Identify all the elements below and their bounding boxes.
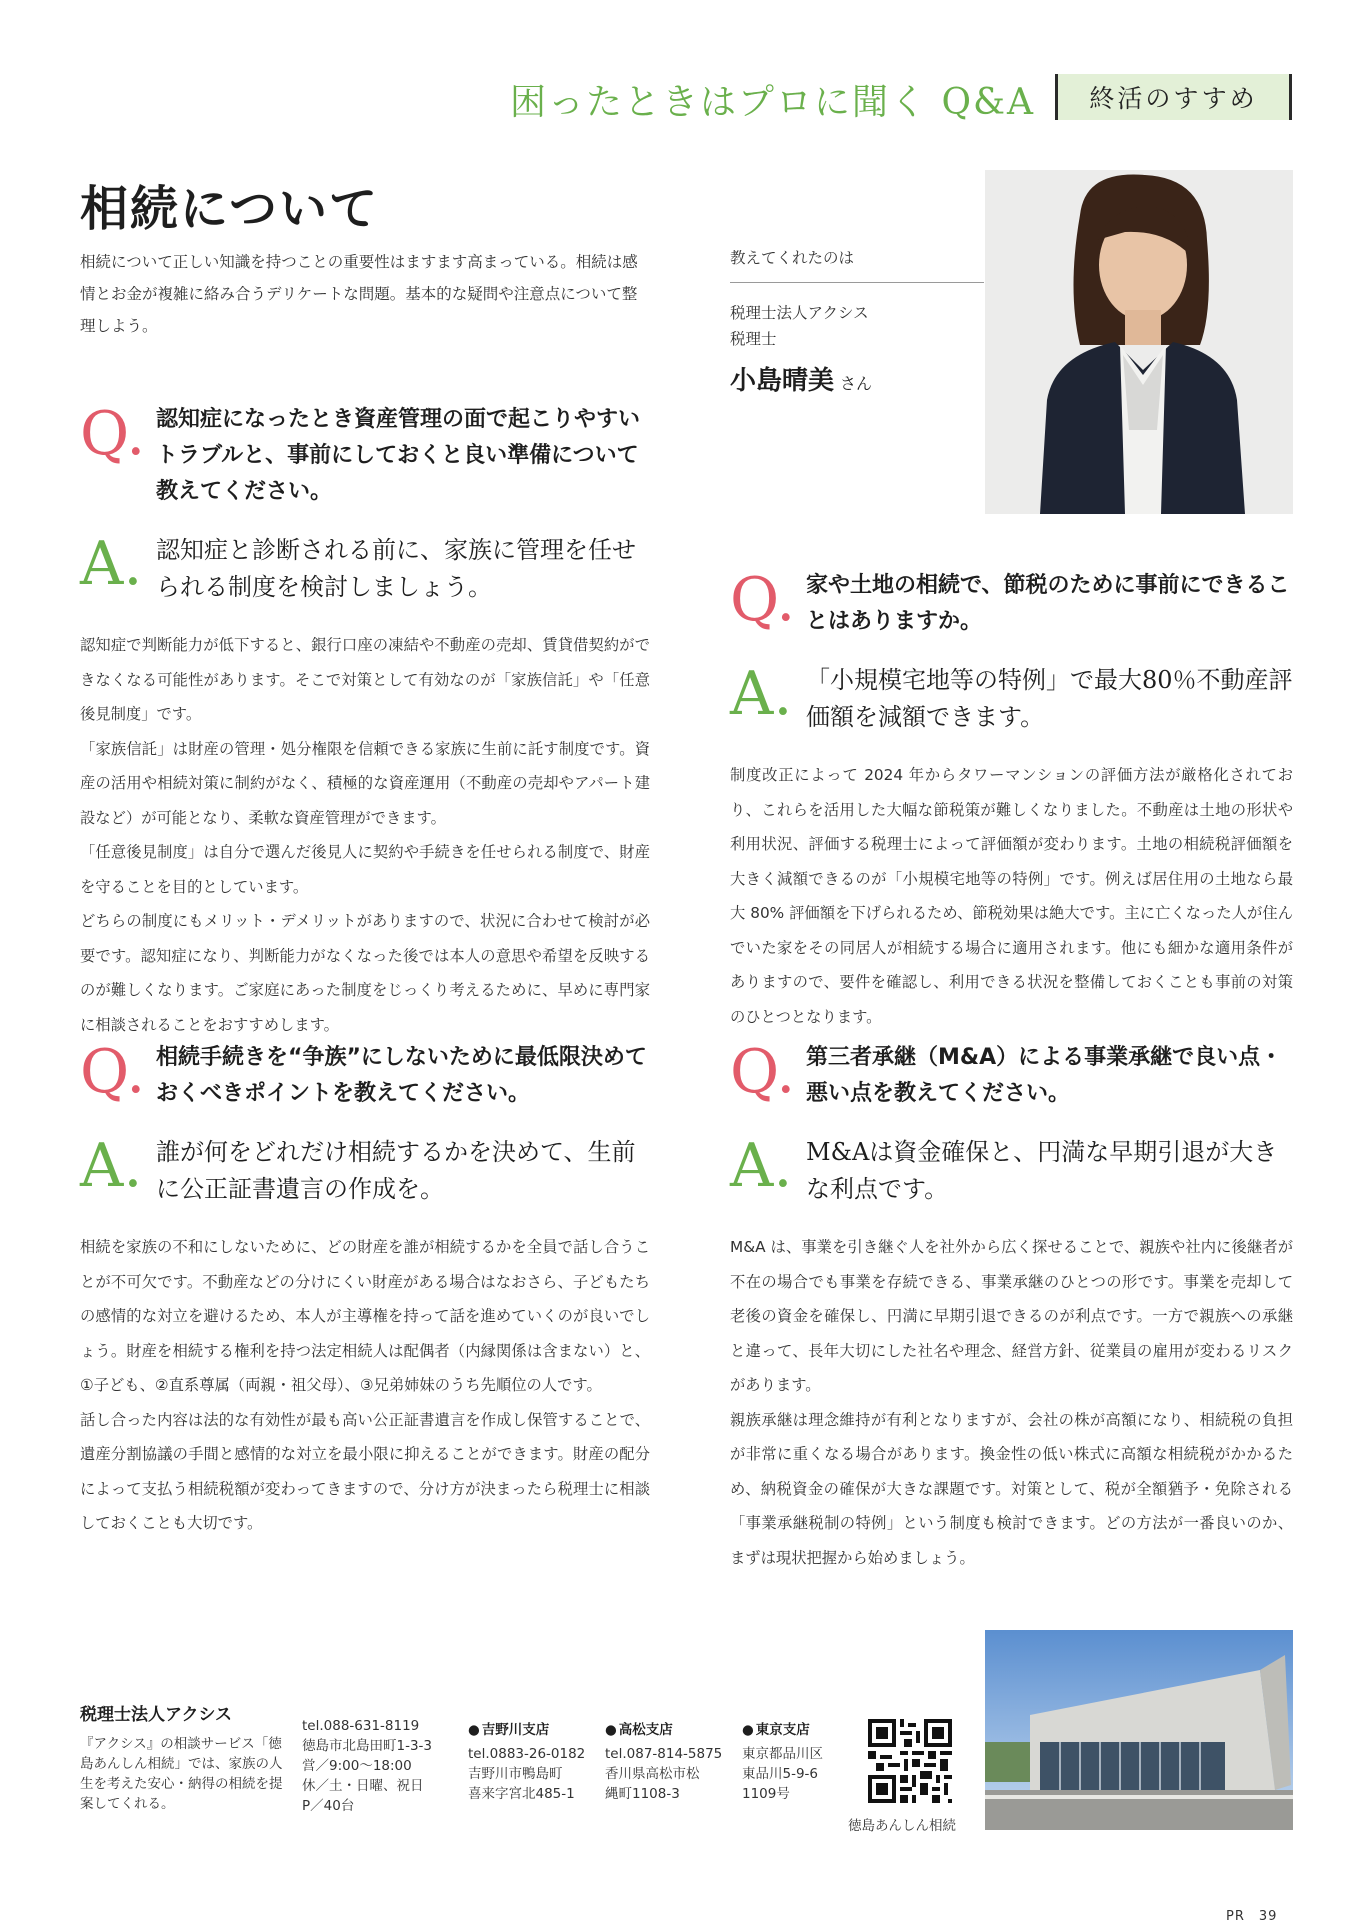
answer-mark-icon: A. bbox=[80, 529, 143, 599]
branch-line: 香川県高松市松 bbox=[605, 1766, 700, 1782]
office-building-photo bbox=[985, 1630, 1293, 1830]
answer-body bbox=[730, 758, 1293, 1034]
paragraph: 「家族信託」は財産の管理・処分権限を信頼できる家族に生前に託す制度です。資産の活用や相続対策に制約がなく、積極的な資産運用（不動産の売却やアパート建設など）が可能となり、柔軟な資産管理ができます。 bbox=[80, 739, 650, 827]
expert-org bbox=[730, 300, 869, 352]
main-office-parking: P／40台 bbox=[302, 1798, 355, 1814]
expert-role: 税理士 bbox=[730, 330, 777, 348]
question-text: 認知症になったとき資産管理の面で起こりやすいトラブルと、事前にしておくと良い準備について教えてください。 bbox=[156, 407, 641, 504]
answer-mark-icon: A. bbox=[730, 659, 793, 729]
question-mark-icon: Q. bbox=[80, 399, 146, 469]
answer-text: 認知症と診断される前に、家族に管理を任せられる制度を検討しましょう。 bbox=[156, 536, 636, 601]
paragraph: どちらの制度にもメリット・デメリットがありますので、状況に合わせて検討が必要です。認知症になり、判断能力がなくなった後では本人の意思や希望を反映するのが難しくなります。ご家庭にあった制度をじっくり考えるために、早めに専門家に相談されることをおすすめします。 bbox=[80, 912, 650, 1034]
branch-name: ● 高松支店 bbox=[605, 1720, 730, 1740]
qa-item-2 bbox=[730, 565, 1293, 1034]
series-badge: 終活のすすめ bbox=[1055, 74, 1292, 120]
branch-name: ● 吉野川支店 bbox=[468, 1720, 593, 1740]
footer bbox=[0, 1620, 1358, 1920]
page-number: PR 39 bbox=[1226, 1909, 1278, 1920]
question-mark-icon: Q. bbox=[730, 1037, 796, 1107]
main-office-closed: 休／土・日曜、祝日 bbox=[302, 1778, 424, 1794]
branch-name: ● 東京支店 bbox=[742, 1720, 852, 1740]
expert-org-name: 税理士法人アクシス bbox=[730, 304, 869, 322]
branch-line: tel.0883-26-0182 bbox=[468, 1746, 586, 1762]
footer-description: 『アクシス』の相談サービス「徳島あんしん相続」では、家族の人生を考えた安心・納得の相続を提案してくれる。 bbox=[80, 1736, 283, 1812]
branch-line: 東品川5-9-6 bbox=[742, 1766, 819, 1782]
question-mark-icon: Q. bbox=[80, 1037, 146, 1107]
footer-company: 税理士法人アクシス bbox=[80, 1705, 232, 1725]
branch-tokyo bbox=[742, 1720, 852, 1804]
answer-body bbox=[80, 1230, 650, 1541]
header-title: 困ったときはプロに聞く Q&A bbox=[510, 82, 1036, 123]
main-office-hours: 営／9:00～18:00 bbox=[302, 1758, 412, 1774]
branch-takamatsu bbox=[605, 1720, 730, 1804]
branch-line: 東京都品川区 bbox=[742, 1746, 823, 1762]
qa-item-4 bbox=[730, 1037, 1293, 1575]
question-mark-icon: Q. bbox=[730, 565, 796, 635]
paragraph: 話し合った内容は法的な有効性が最も高い公正証書遺言を作成し保管することで、遺産分割協議の手間と感情的な対立を最小限に抑えることができます。財産の配分によって支払う相続税額が変わってきますので、分け方が決まったら税理士に相談しておくことも大切です。 bbox=[80, 1410, 650, 1532]
expert-photo bbox=[985, 170, 1293, 514]
question-text: 第三者承継（M&A）による事業承継で良い点・悪い点を教えてください。 bbox=[806, 1045, 1283, 1106]
answer-text: M&Aは資金確保と、円満な早期引退が大きな利点です。 bbox=[806, 1138, 1278, 1203]
answer-text: 誰が何をどれだけ相続するかを決めて、生前に公正証書遺言の作成を。 bbox=[156, 1138, 636, 1203]
branch-line: 縄町1108-3 bbox=[605, 1786, 680, 1802]
paragraph: 「任意後見制度」は自分で選んだ後見人に契約や手続きを任せられる制度で、財産を守ることを目的としています。 bbox=[80, 843, 650, 896]
main-office-tel: tel.088-631-8119 bbox=[302, 1718, 420, 1734]
qa-item-1 bbox=[80, 399, 650, 1042]
branch-yoshinogawa bbox=[468, 1720, 593, 1804]
answer-text: 「小規模宅地等の特例」で最大80％不動産評価額を減額できます。 bbox=[806, 666, 1293, 731]
expert-label: 教えてくれたのは bbox=[730, 249, 855, 267]
answer-body bbox=[80, 628, 650, 1042]
main-office-info bbox=[302, 1716, 452, 1816]
branch-line: 1109号 bbox=[742, 1786, 790, 1802]
page-title: 相続について bbox=[80, 181, 380, 237]
paragraph: 親族承継は理念維持が有利となりますが、会社の株が高額になり、相続税の負担が非常に重くなる場合があります。換金性の低い株式に高額な相続税がかかるため、納税資金の確保が大きな課題です。対策として、税が全額猶予・免除される「事業承継税制の特例」という制度も検討できます。どの方法が一番良いのか、まずは現状把握から始めましょう。 bbox=[730, 1410, 1293, 1567]
qa-item-3 bbox=[80, 1037, 650, 1541]
divider bbox=[730, 282, 984, 283]
branch-line: 吉野川市鴨島町 bbox=[468, 1766, 563, 1782]
answer-mark-icon: A. bbox=[730, 1131, 793, 1201]
branch-line: tel.087-814-5875 bbox=[605, 1746, 723, 1762]
paragraph: 認知症で判断能力が低下すると、銀行口座の凍結や不動産の売却、賃貸借契約ができなくなる可能性があります。そこで対策として有効なのが「家族信託」や「任意後見制度」です。 bbox=[80, 636, 650, 723]
answer-body bbox=[730, 1230, 1293, 1575]
qr-label: 徳島あんしん相続 bbox=[848, 1818, 956, 1834]
question-text: 家や土地の相続で、節税のために事前にできることはありますか。 bbox=[806, 573, 1290, 634]
branch-line: 喜来字宮北485-1 bbox=[468, 1786, 575, 1802]
paragraph: 制度改正によって 2024 年からタワーマンションの評価方法が厳格化されており、これらを活用した大幅な節税策が難しくなりました。不動産は土地の形状や利用状況、評価する税理士によって評価額が変わります。土地の相続税評価額を大きく減額できるのが「小規模宅地等の特例」です。例えば居住用の土地なら最大 80% 評価額を下げられるため、節税効果は絶大です。主に亡くなった人が住んでいた家をその同居人が相続する場合に適用されます。他にも細かな適用条件がありますので、要件を確認し、利用できる状況を整備しておくことも事前の対策のひとつとなります。 bbox=[730, 766, 1293, 1026]
question-text: 相続手続きを“争族”にしないために最低限決めておくべきポイントを教えてください。 bbox=[156, 1045, 647, 1106]
expert-name-text: 小島晴美 bbox=[730, 366, 835, 396]
paragraph: 相続を家族の不和にしないために、どの財産を誰が相続するかを全員で話し合うことが不可欠です。不動産などの分けにくい財産がある場合はなおさら、子どもたちの感情的な対立を避けるため、本人が主導権を持って話を進めていくのが良いでしょう。財産を相続する権利を持つ法定相続人は配偶者（内縁関係は含まない）と、①子ども、②直系尊属（両親・祖父母）、③兄弟姉妹のうち先順位の人です。 bbox=[80, 1238, 650, 1394]
main-office-address: 徳島市北島田町1-3-3 bbox=[302, 1738, 433, 1754]
answer-mark-icon: A. bbox=[80, 1131, 143, 1201]
paragraph: M&A は、事業を引き継ぐ人を社外から広く探せることで、親族や社内に後継者が不在の場合でも事業を存続できる、事業承継のひとつの形です。事業を売却して老後の資金を確保し、円満に早期引退できるのが利点です。一方で親族への承継と違って、長年大切にした社名や理念、経営方針、従業員の雇用が変わるリスクがあります。 bbox=[730, 1238, 1293, 1394]
intro-text: 相続について正しい知識を持つことの重要性はますます高まっている。相続は感情とお金が複雑に絡み合うデリケートな問題。基本的な疑問や注意点について整理しよう。 bbox=[80, 253, 638, 335]
qr-code-icon[interactable] bbox=[868, 1719, 952, 1803]
expert-honorific: さん bbox=[840, 374, 873, 393]
expert-name bbox=[730, 360, 872, 397]
